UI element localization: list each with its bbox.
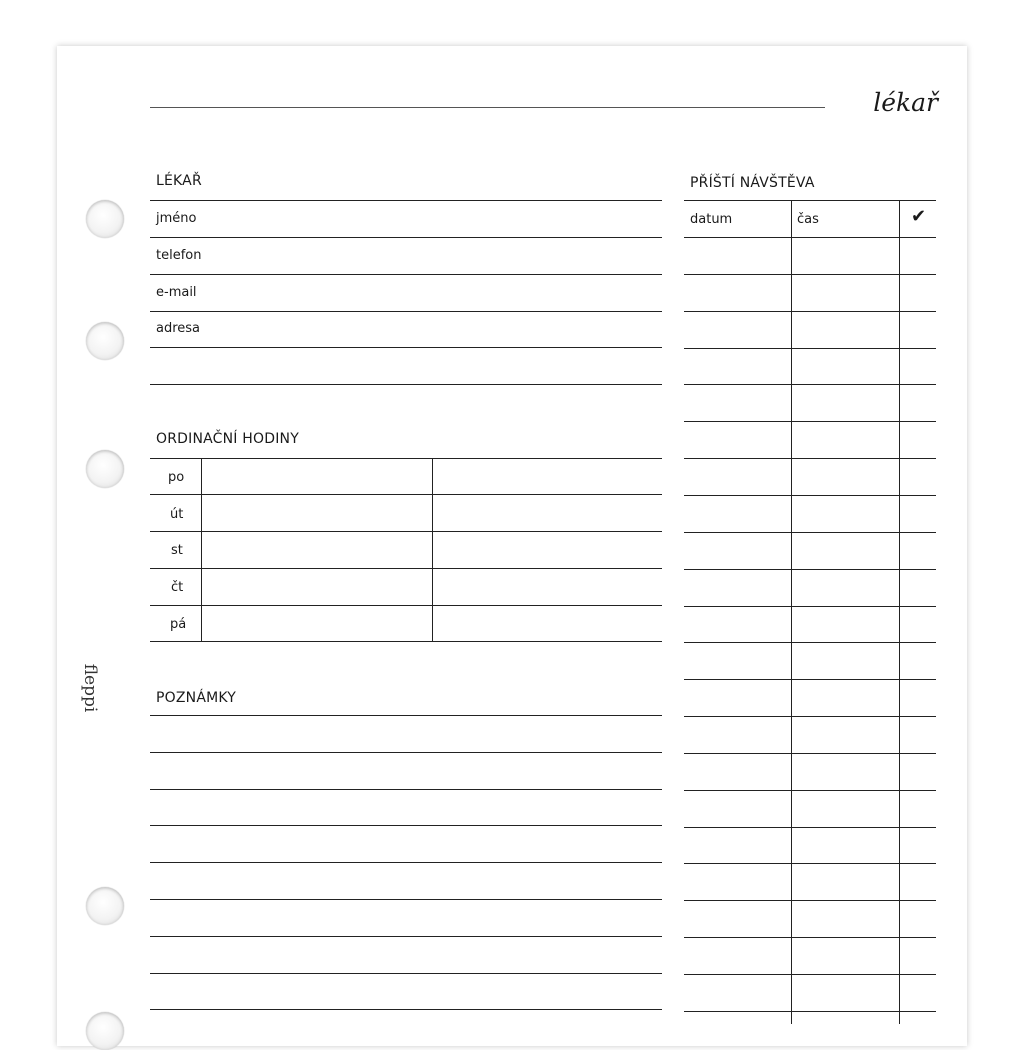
visit-row-line[interactable] — [684, 458, 936, 459]
doctor-rule — [150, 200, 662, 201]
notes-line[interactable] — [150, 825, 662, 826]
field-email-label: e-mail — [156, 285, 197, 300]
notes-line[interactable] — [150, 1009, 662, 1010]
field-email-line[interactable] — [150, 311, 662, 312]
visit-row-line[interactable] — [684, 937, 936, 938]
visit-row-line[interactable] — [684, 274, 936, 275]
brand-logo: fleppi — [80, 663, 100, 713]
day-label-ct: čt — [171, 580, 184, 595]
visit-row-line[interactable] — [684, 1011, 936, 1012]
day-label-ut: út — [170, 507, 184, 522]
field-address-line-2[interactable] — [150, 384, 662, 385]
visit-row-line[interactable] — [684, 716, 936, 717]
visit-row-line[interactable] — [684, 679, 936, 680]
visit-row-line[interactable] — [684, 569, 936, 570]
visit-row-line[interactable] — [684, 863, 936, 864]
visit-row-line[interactable] — [684, 384, 936, 385]
checkmark-icon: ✔ — [911, 206, 927, 227]
visit-row-line[interactable] — [684, 348, 936, 349]
visit-row-line[interactable] — [684, 827, 936, 828]
visit-row-line[interactable] — [684, 237, 936, 238]
office-hours-heading: ORDINAČNÍ HODINY — [156, 431, 299, 447]
visit-row-line[interactable] — [684, 421, 936, 422]
day-row-line — [150, 568, 662, 569]
field-phone-line[interactable] — [150, 274, 662, 275]
field-name-label: jméno — [156, 211, 197, 226]
office-hours-divider — [432, 458, 433, 642]
next-visit-heading: PŘÍŠTÍ NÁVŠTĚVA — [690, 175, 815, 191]
office-hours-rule — [150, 458, 662, 459]
binder-hole — [86, 200, 124, 238]
office-hours-divider — [201, 458, 202, 642]
visit-row-line[interactable] — [684, 606, 936, 607]
column-time-label: čas — [797, 212, 819, 227]
field-phone-label: telefon — [156, 248, 202, 263]
field-address-line[interactable] — [150, 347, 662, 348]
day-label-st: st — [171, 543, 183, 558]
notes-line[interactable] — [150, 752, 662, 753]
day-row-line — [150, 494, 662, 495]
day-row-line — [150, 531, 662, 532]
binder-hole — [86, 1012, 124, 1050]
visit-row-line[interactable] — [684, 753, 936, 754]
planner-sheet — [57, 46, 967, 1046]
visit-row-line[interactable] — [684, 642, 936, 643]
page-title: lékař — [873, 88, 938, 117]
visit-row-line[interactable] — [684, 532, 936, 533]
doctor-heading: LÉKAŘ — [156, 173, 202, 189]
day-label-po: po — [168, 470, 185, 485]
notes-line[interactable] — [150, 789, 662, 790]
visit-row-line[interactable] — [684, 495, 936, 496]
visit-row-line[interactable] — [684, 974, 936, 975]
day-row-line — [150, 641, 662, 642]
notes-line[interactable] — [150, 936, 662, 937]
title-rule — [150, 107, 825, 108]
notes-heading: POZNÁMKY — [156, 690, 237, 706]
binder-hole — [86, 450, 124, 488]
day-label-pa: pá — [170, 617, 187, 632]
binder-hole — [86, 887, 124, 925]
column-date-label: datum — [690, 212, 733, 227]
notes-line[interactable] — [150, 715, 662, 716]
field-address-label: adresa — [156, 321, 201, 336]
notes-line[interactable] — [150, 973, 662, 974]
notes-line[interactable] — [150, 899, 662, 900]
binder-hole — [86, 322, 124, 360]
visit-row-line[interactable] — [684, 311, 936, 312]
notes-line[interactable] — [150, 862, 662, 863]
visit-row-line[interactable] — [684, 900, 936, 901]
visit-row-line[interactable] — [684, 790, 936, 791]
day-row-line — [150, 605, 662, 606]
field-name-line[interactable] — [150, 237, 662, 238]
